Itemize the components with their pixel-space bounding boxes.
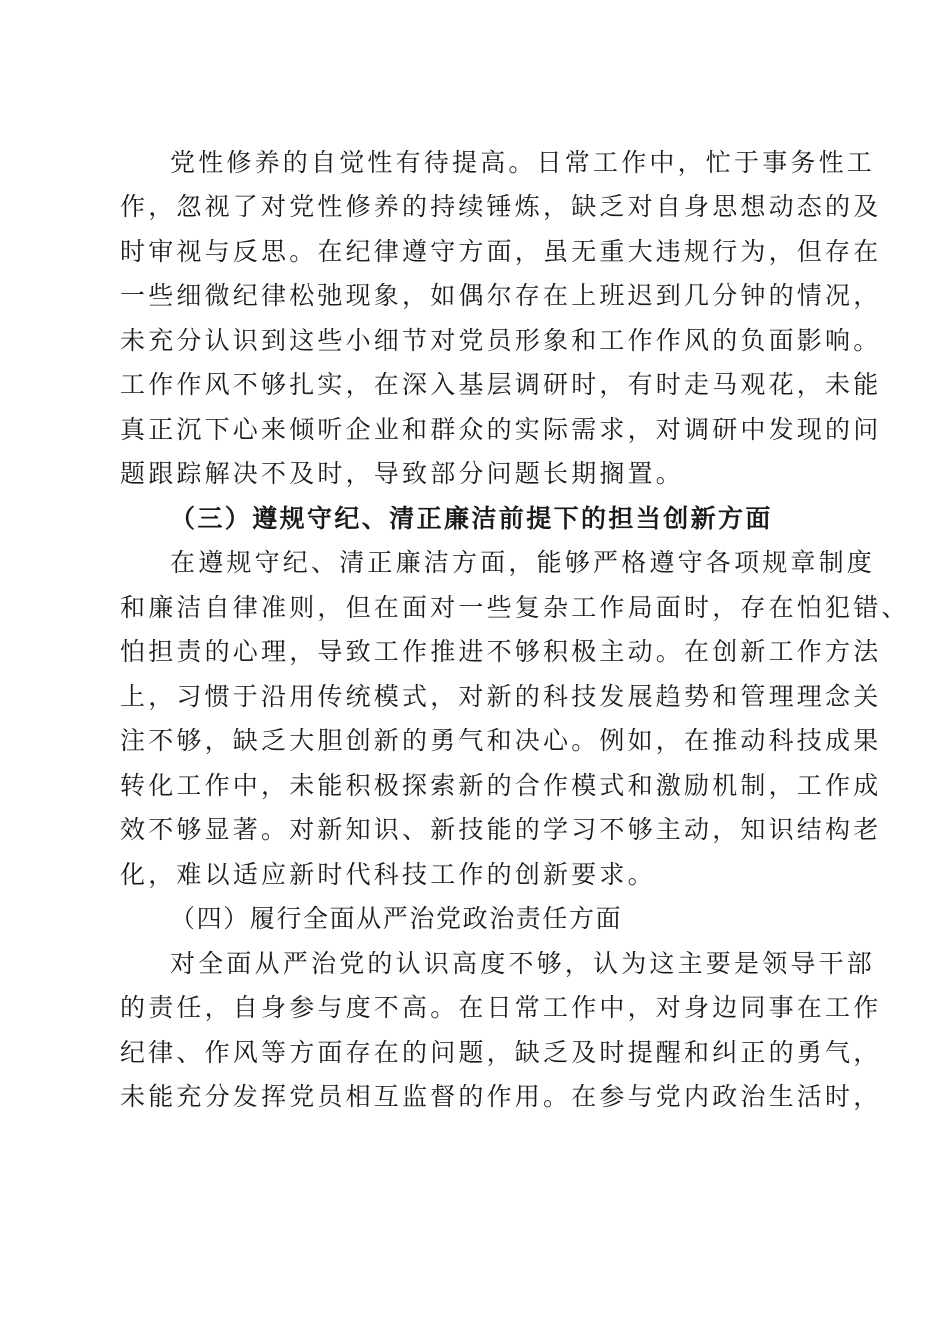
paragraph-line: 在遵规守纪、清正廉洁方面，能够严格遵守各项规章制度 [170,548,876,577]
paragraph-line: 对全面从严治党的认识高度不够，认为这主要是领导干部 [170,949,876,978]
paragraph-line: 转化工作中，未能积极探索新的合作模式和激励机制，工作成 [120,771,882,800]
section-heading: （三）遵规守纪、清正廉洁前提下的担当创新方面 [170,504,773,533]
section-heading: （四）履行全面从严治党政治责任方面 [170,904,623,933]
paragraph-line: 工作作风不够扎实，在深入基层调研时，有时走马观花，未能 [120,370,882,399]
paragraph-line: 怕担责的心理，导致工作推进不够积极主动。在创新工作方法 [120,637,882,666]
paragraph-line: 纪律、作风等方面存在的问题，缺乏及时提醒和纠正的勇气， [120,1038,882,1067]
paragraph-line: 时审视与反思。在纪律遵守方面，虽无重大违规行为，但存在 [120,237,882,266]
paragraph-line: 和廉洁自律准则，但在面对一些复杂工作局面时，存在怕犯错、 [120,593,910,622]
paragraph-line: 未充分认识到这些小细节对党员形象和工作作风的负面影响。 [120,326,882,355]
paragraph-line: 真正沉下心来倾听企业和群众的实际需求，对调研中发现的问 [120,415,882,444]
paragraph-line: 党性修养的自觉性有待提高。日常工作中，忙于事务性工 [170,148,876,177]
paragraph-line: 一些细微纪律松弛现象，如偶尔存在上班迟到几分钟的情况， [120,281,882,310]
paragraph-line: 未能充分发挥党员相互监督的作用。在参与党内政治生活时， [120,1082,882,1111]
paragraph-line: 效不够显著。对新知识、新技能的学习不够主动，知识结构老 [120,815,882,844]
paragraph-line: 作，忽视了对党性修养的持续锤炼，缺乏对自身思想动态的及 [120,192,882,221]
paragraph-line: 注不够，缺乏大胆创新的勇气和决心。例如，在推动科技成果 [120,726,882,755]
paragraph-line: 题跟踪解决不及时，导致部分问题长期搁置。 [120,459,685,488]
paragraph-line: 上，习惯于沿用传统模式，对新的科技发展趋势和管理理念关 [120,682,882,711]
paragraph-line: 化，难以适应新时代科技工作的创新要求。 [120,860,656,889]
paragraph-line: 的责任，自身参与度不高。在日常工作中，对身边同事在工作 [120,993,882,1022]
